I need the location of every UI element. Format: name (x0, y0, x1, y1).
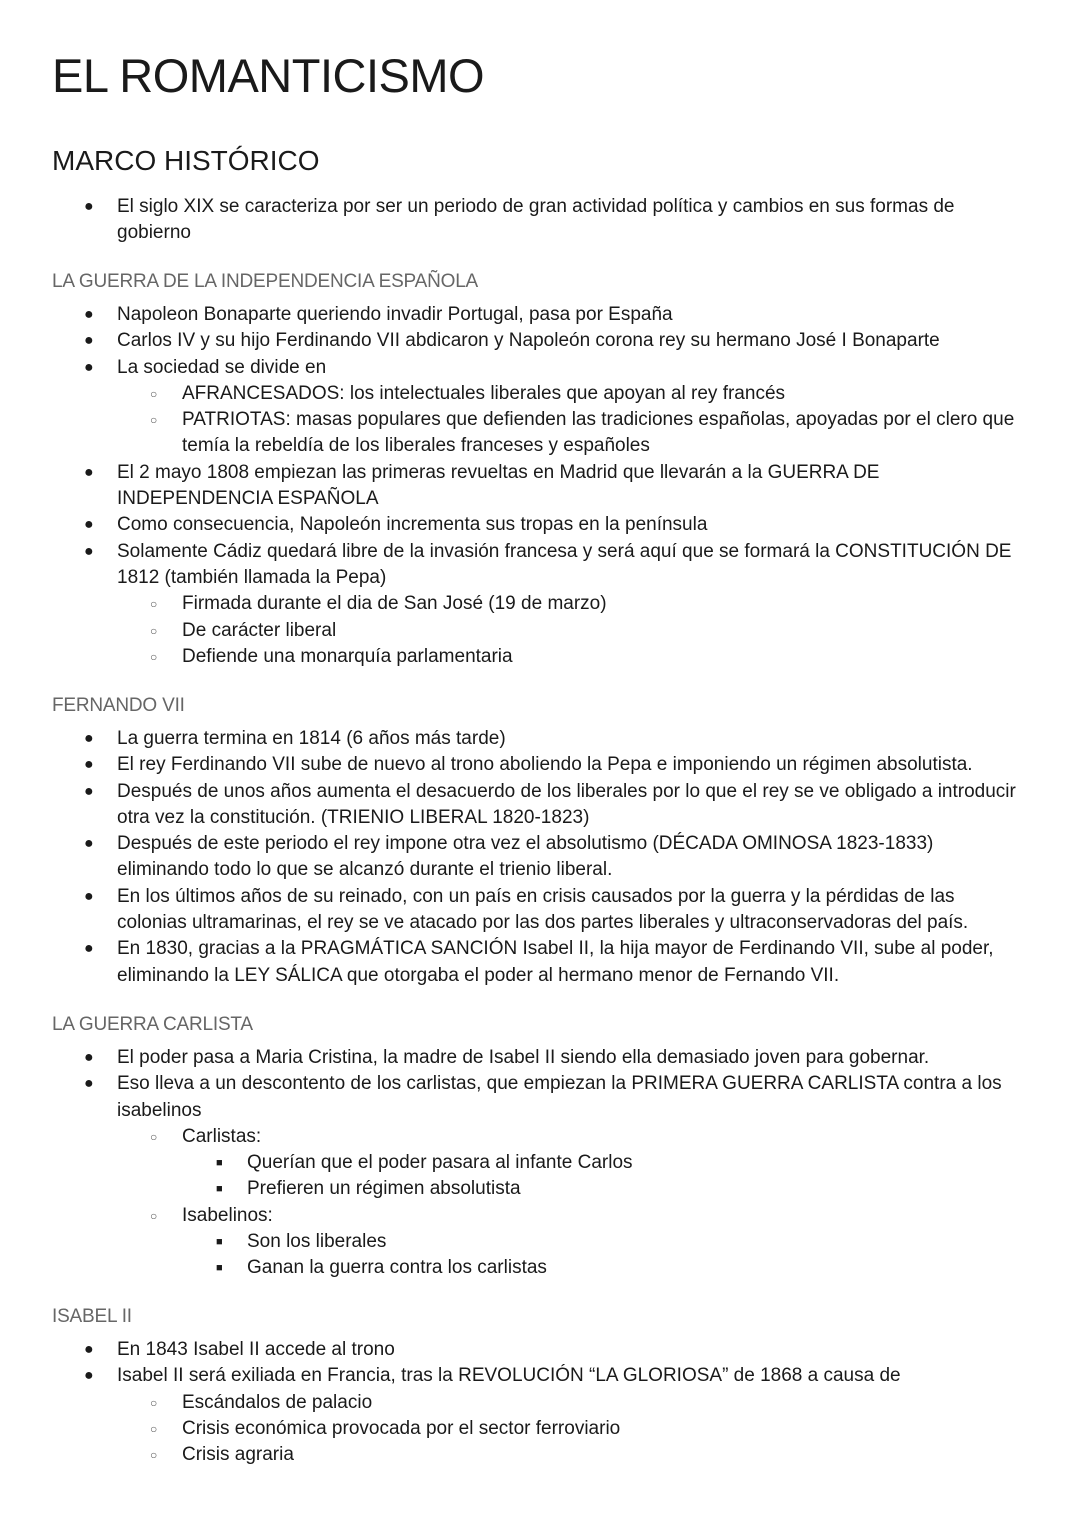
list-item-text: Ganan la guerra contra los carlistas (247, 1257, 547, 1279)
list-item-text: AFRANCESADOS: los intelectuales liberales que apoyan al rey francés (182, 382, 786, 404)
list-item (0, 1071, 1027, 1124)
hollow-circle-icon: ○ (150, 1129, 158, 1144)
list-item (0, 726, 1027, 752)
bullet-icon: ● (84, 358, 94, 376)
list-item (0, 752, 1027, 778)
hollow-circle-icon: ○ (150, 623, 158, 638)
list-item-text: En 1843 Isabel II accede al trono (117, 1339, 395, 1360)
bullet-icon: ● (84, 835, 94, 853)
list-item-text: Son los liberales (247, 1231, 387, 1253)
section-list-independencia (0, 302, 1080, 670)
hollow-circle-icon: ○ (150, 597, 158, 612)
bullet-icon: ● (84, 782, 94, 800)
sub-list-item (0, 381, 1027, 407)
list-item (0, 779, 1027, 832)
list-item-text: Solamente Cádiz quedará libre de la invasión francesa y será aquí que se formará la CONSTITUCIÓN DE 1812 (también llamada la Pepa) (117, 540, 1012, 588)
bullet-icon: ● (84, 516, 94, 534)
sub-sub-list-item (0, 1255, 1027, 1281)
sub-list-item (0, 618, 1027, 644)
bullet-icon: ● (84, 940, 94, 958)
section-list-fernando (0, 726, 1080, 989)
list-item (0, 831, 1027, 884)
sub-list-item (0, 1416, 1027, 1442)
bullet-icon: ● (84, 887, 94, 905)
list-item-text: En 1830, gracias a la PRAGMÁTICA SANCIÓN Isabel II, la hija mayor de Ferdinando VII, sube al poder, eliminando la LEY SÁLICA que otorgaba el poder al hermano menor de Fernando VII. (117, 938, 994, 986)
hollow-circle-icon: ○ (150, 649, 158, 664)
bullet-icon: ● (84, 730, 94, 747)
list-item-text: Prefieren un régimen absolutista (247, 1178, 521, 1200)
list-item-text: Defiende una monarquía parlamentaria (182, 645, 513, 667)
list-item-text: Isabel II será exiliada en Francia, tras la REVOLUCIÓN “LA GLORIOSA” de 1868 a causa de (117, 1365, 901, 1387)
list-item (0, 328, 1027, 354)
list-item-text: Como consecuencia, Napoleón incrementa sus tropas en la península (117, 514, 708, 536)
sub-list-item (0, 1442, 1027, 1468)
bullet-icon: ● (84, 332, 94, 350)
list-item-text: Querían que el poder pasara al infante Carlos (247, 1152, 633, 1174)
bullet-icon: ● (84, 198, 94, 215)
sub-sub-list-item (0, 1150, 1027, 1176)
hollow-circle-icon: ○ (150, 413, 158, 428)
sub-sub-list-item (0, 1229, 1027, 1255)
sub-list-item (0, 591, 1027, 617)
bullet-icon: ● (84, 1341, 94, 1358)
list-item (0, 1045, 1027, 1071)
bullet-icon: ● (84, 542, 94, 560)
list-item-text: La guerra termina en 1814 (6 años más tarde) (117, 728, 506, 749)
bullet-icon: ● (84, 1075, 94, 1093)
sub-list-item (0, 1390, 1027, 1416)
hollow-circle-icon: ○ (150, 1208, 158, 1223)
section-heading-isabel: ISABEL II (52, 1306, 132, 1327)
list-item-text: En los últimos años de su reinado, con un país en crisis causados por la guerra y la pérdidas de las colonias ultramarinas, el rey se ve atacado por las dos partes liberales y ultraconservadoras del país. (117, 885, 969, 934)
hollow-circle-icon: ○ (150, 1421, 158, 1436)
list-item-text: El poder pasa a Maria Cristina, la madre de Isabel II siendo ella demasiado joven para gobernar. (117, 1047, 930, 1068)
bullet-icon: ● (84, 306, 94, 323)
list-item (0, 1337, 1027, 1363)
list-item (0, 936, 1027, 989)
section-heading-carlista: LA GUERRA CARLISTA (52, 1014, 253, 1035)
bullet-icon: ● (84, 463, 94, 481)
section-heading-independencia: LA GUERRA DE LA INDEPENDENCIA ESPAÑOLA (52, 271, 479, 292)
list-item-text: Eso lleva a un descontento de los carlistas, que empiezan la PRIMERA GUERRA CARLISTA contra a los isabelinos (117, 1073, 1002, 1121)
sub-list-item (0, 407, 1027, 460)
list-item-text: Después de este periodo el rey impone otra vez el absolutismo (DÉCADA OMINOSA 1823-1833) eliminando todo lo que se alcanzó durante el trienio liberal. (117, 833, 934, 881)
square-bullet-icon: ■ (216, 1157, 223, 1170)
list-item (0, 355, 1027, 381)
square-bullet-icon: ■ (216, 1262, 223, 1275)
bullet-icon: ● (84, 1049, 94, 1066)
list-item-text: El siglo XIX se caracteriza por ser un periodo de gran actividad política y cambios en sus formas de gobierno (117, 196, 955, 244)
list-item-text: El rey Ferdinando VII sube de nuevo al trono aboliendo la Pepa e imponiendo un régimen absolutista. (117, 754, 973, 776)
list-item-text: Después de unos años aumenta el desacuerdo de los liberales por lo que el rey se ve obligado a introducir otra vez la constitución. (TRIENIO LIBERAL 1820-1823) (117, 780, 1016, 828)
hollow-circle-icon: ○ (150, 1395, 158, 1410)
list-item-text: La sociedad se divide en (117, 356, 327, 378)
list-item-text: Firmada durante el dia de San José (19 de marzo) (182, 593, 607, 615)
list-item-text: Isabelinos: (182, 1204, 273, 1226)
list-item (0, 884, 1027, 937)
list-item-text: Carlistas: (182, 1125, 262, 1147)
list-item (0, 539, 1027, 592)
bullet-icon: ● (84, 1367, 94, 1385)
list-item-text: De carácter liberal (182, 619, 337, 641)
square-bullet-icon: ■ (216, 1236, 223, 1249)
list-item-text: Crisis económica provocada por el sector ferroviario (182, 1417, 621, 1439)
list-item (0, 512, 1027, 538)
list-item (0, 1363, 1027, 1389)
list-item (0, 194, 1027, 247)
section-list-carlista (0, 1045, 1080, 1282)
list-item (0, 302, 1027, 328)
section-title: MARCO HISTÓRICO (52, 145, 320, 176)
list-item-text: PATRIOTAS: masas populares que defienden las tradiciones españolas, apoyadas por el clero que temía la rebeldía de los liberales franceses y españoles (182, 409, 1015, 457)
hollow-circle-icon: ○ (150, 1448, 158, 1463)
section-heading-fernando: FERNANDO VII (52, 695, 185, 716)
document-title: EL ROMANTICISMO (52, 49, 485, 102)
section-list-isabel (0, 1337, 1080, 1468)
sub-sub-list-item (0, 1176, 1027, 1202)
list-item-text: Crisis agraria (182, 1444, 294, 1466)
list-item-text: Escándalos de palacio (182, 1391, 373, 1413)
list-item-text: Carlos IV y su hijo Ferdinando VII abdicaron y Napoleón corona rey su hermano José I Bonaparte (117, 330, 940, 352)
hollow-circle-icon: ○ (150, 386, 158, 401)
list-item-text: El 2 mayo 1808 empiezan las primeras revueltas en Madrid que llevarán a la GUERRA DE INDEPENDENCIA ESPAÑOLA (117, 461, 880, 510)
sub-list-item (0, 1124, 1027, 1150)
intro-list (0, 194, 1080, 247)
sub-list-item (0, 1203, 1027, 1229)
bullet-icon: ● (84, 756, 94, 774)
square-bullet-icon: ■ (216, 1183, 223, 1196)
sub-list-item (0, 644, 1027, 670)
list-item (0, 460, 1027, 513)
list-item-text: Napoleon Bonaparte queriendo invadir Portugal, pasa por España (117, 304, 673, 325)
